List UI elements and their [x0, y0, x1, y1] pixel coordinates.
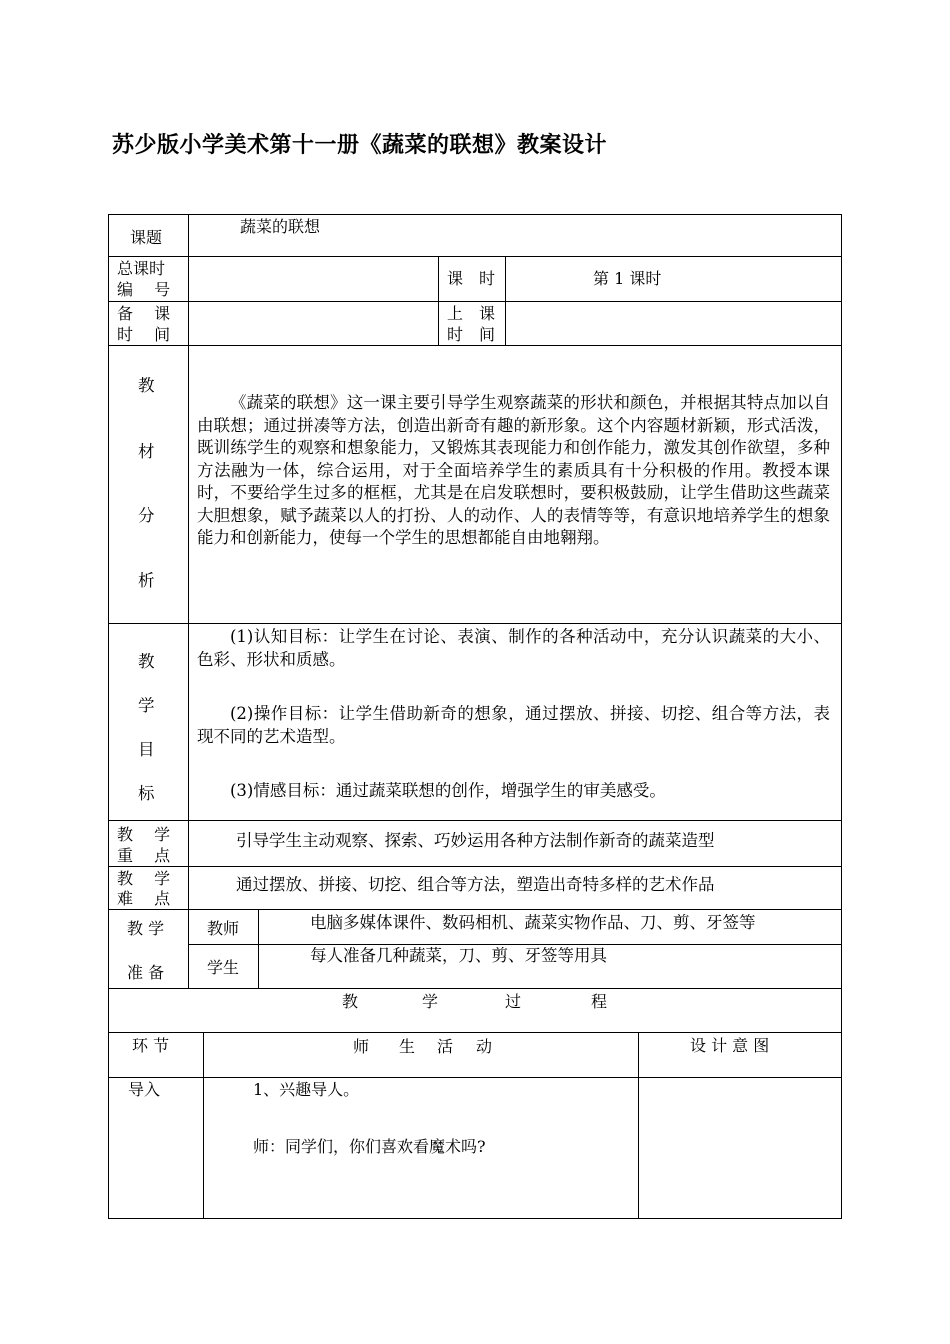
prep-label-line2: 准 备 — [127, 963, 165, 982]
table-border-left — [108, 214, 109, 1219]
process-header-char: 学 — [422, 992, 439, 1011]
col-stage-header: 环 节 — [132, 1036, 170, 1055]
row-divider — [108, 1077, 842, 1078]
col-divider — [258, 909, 259, 988]
period-label: 课 时 — [447, 269, 496, 288]
goal-2: (2)操作目标：让学生借助新奇的想象，通过摆放、拼接、切挖、组合等方法，表现不同的艺术造型。 — [197, 704, 830, 746]
student-value: 每人准备几种蔬菜，刀、剪、牙签等用具 — [310, 946, 607, 965]
difficulty-label-line1: 教 学 — [117, 869, 171, 888]
table-border-right — [841, 214, 842, 1219]
col-divider — [203, 1032, 204, 1218]
goals-label-char: 教 — [138, 652, 155, 671]
table-border-top — [108, 214, 842, 215]
analysis-label-char: 材 — [138, 442, 155, 461]
col-divider — [438, 256, 439, 345]
process-header-char: 程 — [591, 992, 608, 1011]
analysis-label-char: 析 — [138, 571, 155, 590]
row1-activity-line2: 师：同学们，你们喜欢看魔术吗? — [253, 1137, 486, 1156]
col-divider — [638, 1032, 639, 1218]
difficulty-label-line2: 难 点 — [117, 889, 171, 908]
prep-time-label-line1: 备 课 — [117, 304, 171, 323]
difficulty-value: 通过摆放、拼接、切挖、组合等方法，塑造出奇特多样的艺术作品 — [236, 875, 715, 894]
key-point-label-line1: 教 学 — [117, 825, 171, 844]
goals-label-char: 目 — [138, 740, 155, 759]
topic-value: 蔬菜的联想 — [240, 217, 321, 236]
col-activity-header-char: 生 — [399, 1037, 416, 1056]
analysis-label-char: 分 — [138, 506, 155, 525]
key-point-value: 引导学生主动观察、探索、巧妙运用各种方法制作新奇的蔬菜造型 — [236, 831, 715, 850]
col-activity-header-char: 师 — [353, 1037, 370, 1056]
goals-label-char: 标 — [138, 784, 155, 803]
table-border-bottom — [108, 1218, 842, 1219]
col-divider — [188, 214, 189, 988]
process-header-char: 过 — [505, 992, 522, 1011]
row-divider — [108, 820, 842, 821]
key-point-label-line2: 重 点 — [117, 846, 171, 865]
row1-activity-line1: 1、兴趣导人。 — [253, 1080, 360, 1099]
total-hours-label-line2: 编 号 — [117, 280, 171, 299]
row-divider — [108, 988, 842, 989]
prep-time-label-line2: 时 间 — [117, 325, 171, 344]
total-hours-label-line1: 总课时 — [117, 259, 166, 278]
document-title: 苏少版小学美术第十一册《蔬菜的联想》教案设计 — [112, 133, 608, 158]
class-time-label-line1: 上 课 — [447, 304, 496, 323]
row-divider — [108, 301, 842, 302]
prep-label-line1: 教 学 — [127, 919, 165, 938]
row-divider — [108, 1032, 842, 1033]
col-activity-header-char: 活 — [437, 1037, 454, 1056]
topic-label: 课题 — [130, 228, 163, 247]
period-value: 第 1 课时 — [593, 269, 662, 288]
row1-stage: 导入 — [128, 1080, 161, 1099]
analysis-text: 《蔬菜的联想》这一课主要引导学生观察蔬菜的形状和颜色，并根据其特点加以自由联想；通过拼凑等方法，创造出新奇有趣的新形象。这个内容题材新颖，形式活泼，既训练学生的观察和想象能力，又锻炼其表现能力和创作能力，激发其创作欲望，多种方法融为一体，综合运用，对于全面培养学生的素质具有十分积极的作用。教授本课时，不要给学生过多的框框，尤其是在启发联想时，要积极鼓励，让学生借助这些蔬菜大胆想象，赋予蔬菜以人的打扮、人的动作、人的表情等等，有意识地培养学生的想象能力和创新能力，使每一个学生的思想都能自由地翱翔。 — [197, 393, 830, 547]
col-activity-header-char: 动 — [476, 1037, 493, 1056]
process-header-char: 教 — [342, 992, 359, 1011]
analysis-label-char: 教 — [138, 376, 155, 395]
student-label: 学生 — [207, 958, 240, 977]
teacher-value: 电脑多媒体课件、数码相机、蔬菜实物作品、刀、剪、牙签等 — [310, 913, 756, 932]
row-divider — [108, 909, 842, 910]
class-time-label-line2: 时 间 — [447, 325, 496, 344]
teacher-label: 教师 — [207, 919, 240, 938]
goal-1: (1)认知目标：让学生在讨论、表演、制作的各种活动中，充分认识蔬菜的大小、色彩、形状和质感。 — [197, 627, 830, 669]
goals-label-char: 学 — [138, 696, 155, 715]
col-intent-header: 设 计 意 图 — [690, 1036, 770, 1055]
row-divider — [108, 623, 842, 624]
goal-3: (3)情感目标：通过蔬菜联想的创作，增强学生的审美感受。 — [230, 781, 666, 800]
row-divider — [108, 256, 842, 257]
col-divider — [505, 256, 506, 345]
row-divider — [108, 866, 842, 867]
